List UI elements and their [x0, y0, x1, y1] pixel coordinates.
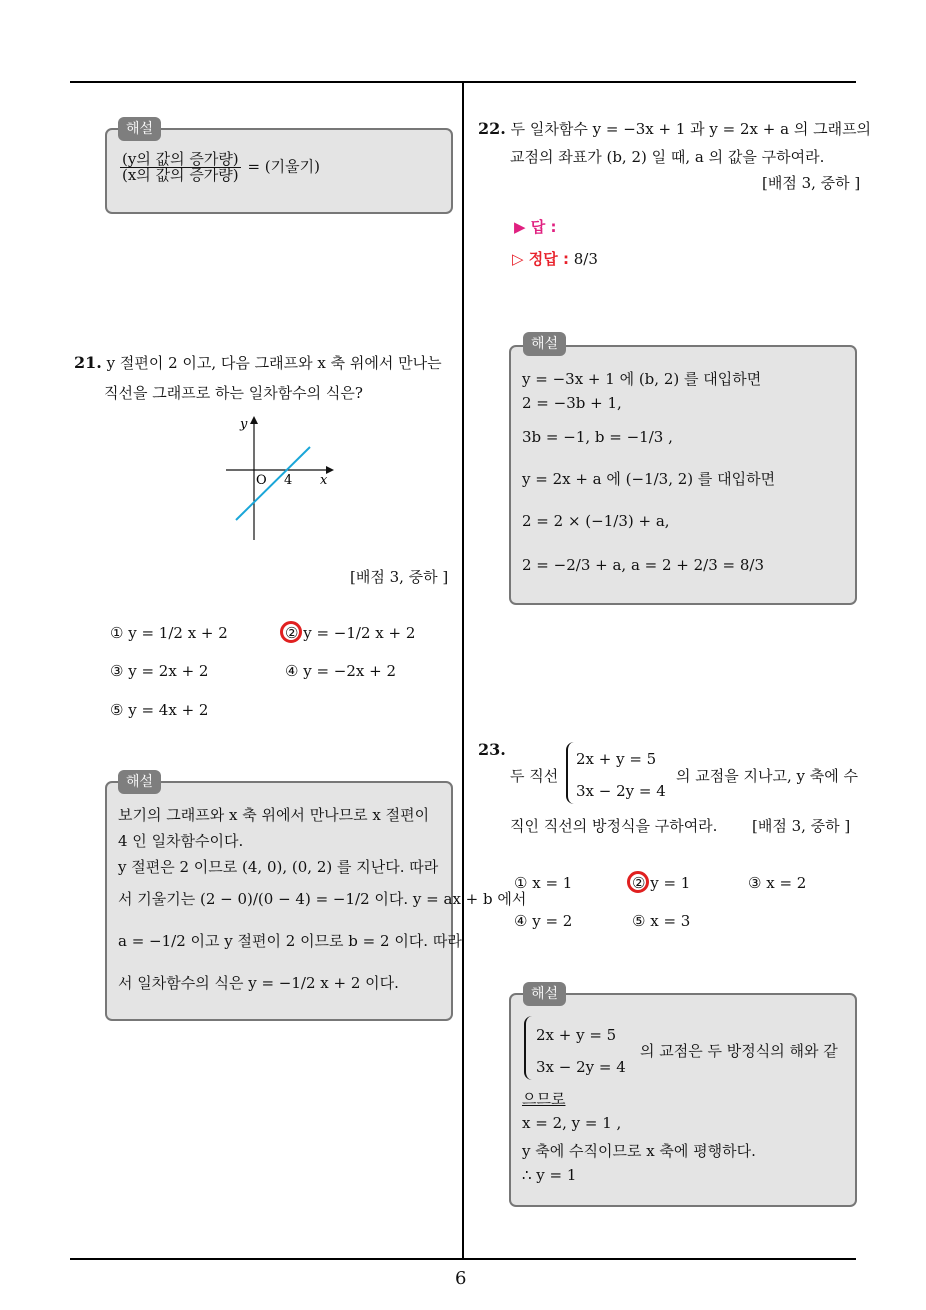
q23-eq2: 3x − 2y = 4	[576, 782, 666, 800]
q20-frac-rhs: = (기울기)	[247, 157, 320, 176]
q20-frac-den: (x의 값의 증가량)	[122, 166, 239, 184]
q23-line2: 직인 직선의 방정식을 구하여라.	[510, 817, 718, 835]
q22-number: 22.	[478, 119, 506, 138]
graph-x-label: x	[320, 473, 328, 488]
graph-y-label: y	[240, 417, 248, 432]
q22-sol-line2: 2 = −3b + 1,	[522, 394, 622, 412]
q21-sol-line6: 서 일차함수의 식은 y = −1/2 x + 2 이다.	[118, 974, 399, 992]
q22-correct-label: ▷ 정답 :	[512, 250, 569, 268]
q23-sol-line4: ∴ y = 1	[522, 1166, 577, 1184]
q23-choice-4[interactable]: ④ y = 2	[514, 912, 573, 930]
q22-solution-tag: 해설	[523, 332, 566, 356]
q23-sol-eq1: 2x + y = 5	[536, 1026, 617, 1044]
q21-choice-4[interactable]: ④ y = −2x + 2	[285, 662, 397, 680]
q21-sol-line2: 4 인 일차함수이다.	[118, 832, 244, 850]
q20-solution-tag: 해설	[118, 117, 161, 141]
q22-correct	[512, 248, 598, 269]
q20-solution-formula	[118, 152, 320, 183]
q23-sol-brace	[524, 1016, 534, 1080]
q23-sol-eq2: 3x − 2y = 4	[536, 1058, 626, 1076]
q22-score: [배점 3, 중하 ]	[762, 174, 861, 192]
q21-line2: 직선을 그래프로 하는 일차함수의 식은?	[104, 384, 363, 402]
q21-sol-line1: 보기의 그래프와 x 축 위에서 만나므로 x 절편이	[118, 806, 430, 824]
q21-choice-5[interactable]: ⑤ y = 4x + 2	[110, 701, 209, 719]
q22-stem	[478, 118, 871, 139]
q23-sol-line3: y 축에 수직이므로 x 축에 평행하다.	[522, 1142, 756, 1160]
q23-sol-tail: 의 교점은 두 방정식의 해와 같	[640, 1042, 838, 1060]
q21-stem	[74, 352, 442, 373]
q20-fraction	[120, 152, 241, 183]
q22-sol-line5: 2 = 2 × (−1/3) + a,	[522, 512, 670, 530]
q22-sol-line3: 3b = −1, b = −1/3 ,	[522, 428, 673, 446]
q21-choice-1[interactable]: ① y = 1/2 x + 2	[110, 624, 228, 642]
q23-number: 23.	[478, 740, 506, 759]
q22-sol-line4: y = 2x + a 에 (−1/3, 2) 를 대입하면	[522, 470, 776, 488]
page-number: 6	[455, 1268, 467, 1289]
q21-sol-line4: 서 기울기는 (2 − 0)/(0 − 4) = −1/2 이다. y = ax + b 에서	[118, 890, 527, 908]
q23-choice-1[interactable]: ① x = 1	[514, 874, 573, 892]
graph-origin-label: O	[256, 473, 267, 488]
q21-choice-2[interactable]: ② y = −1/2 x + 2	[285, 624, 416, 642]
q21-graph	[222, 412, 342, 544]
q23-lead: 두 직선	[510, 767, 559, 785]
bottom-rule	[70, 1258, 856, 1260]
q23-selected-mark	[627, 871, 649, 893]
q21-sol-line3: y 절편은 2 이므로 (4, 0), (0, 2) 를 지난다. 따라	[118, 858, 439, 876]
q23-choice-2[interactable]: ② y = 1	[632, 874, 691, 892]
q23-sol-line1: 으므로	[522, 1090, 566, 1108]
q23-choice-3[interactable]: ③ x = 2	[748, 874, 807, 892]
q23-brace	[566, 742, 576, 804]
q21-selected-mark	[280, 621, 302, 643]
graph-four-label: 4	[284, 473, 293, 488]
q21-number: 21.	[74, 353, 102, 372]
q22-correct-value: 8/3	[573, 250, 598, 268]
q22-sol-line1: y = −3x + 1 에 (b, 2) 를 대입하면	[522, 370, 762, 388]
q22-sol-line6: 2 = −2/3 + a, a = 2 + 2/3 = 8/3	[522, 556, 765, 574]
q23-sol-line2: x = 2, y = 1 ,	[522, 1114, 622, 1132]
q23-tail: 의 교점을 지나고, y 축에 수	[676, 767, 858, 785]
q23-eq1: 2x + y = 5	[576, 750, 657, 768]
q23-solution-tag: 해설	[523, 982, 566, 1006]
q23-score: [배점 3, 중하 ]	[752, 817, 851, 835]
q23-choice-5[interactable]: ⑤ x = 3	[632, 912, 691, 930]
q21-sol-line5: a = −1/2 이고 y 절편이 2 이므로 b = 2 이다. 따라	[118, 932, 462, 950]
column-divider	[462, 81, 464, 1259]
q22-line2: 교점의 좌표가 (b, 2) 일 때, a 의 값을 구하여라.	[510, 148, 825, 166]
q22-answer-label: ▶ 답 :	[514, 218, 557, 236]
q21-choice-3[interactable]: ③ y = 2x + 2	[110, 662, 209, 680]
q21-score: [배점 3, 중하 ]	[350, 568, 449, 586]
q22-line1: 두 일차함수 y = −3x + 1 과 y = 2x + a 의 그래프의	[510, 120, 872, 138]
q21-solution-tag: 해설	[118, 770, 161, 794]
q21-line1: y 절편이 2 이고, 다음 그래프와 x 축 위에서 만나는	[106, 354, 442, 372]
q20-frac-num: (y의 값의 증가량)	[122, 150, 239, 168]
